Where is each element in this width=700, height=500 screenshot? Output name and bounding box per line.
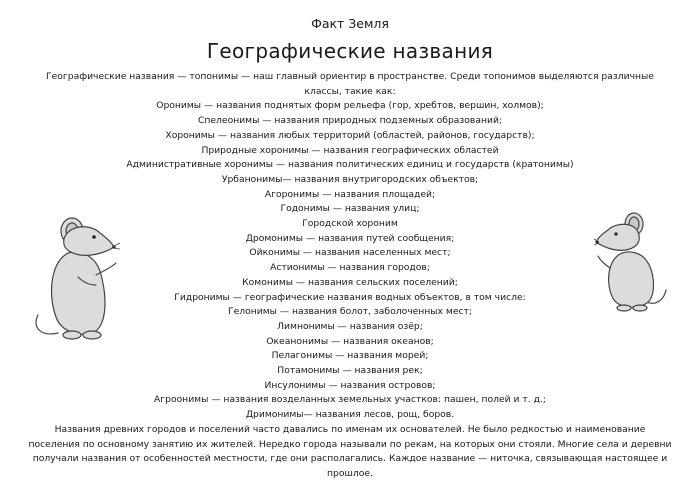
- list-item: Спелеонимы — названия природных подземных образований;: [197, 115, 503, 127]
- list-item: Городской хороним: [302, 218, 398, 230]
- list-item: Оронимы — названия поднятых форм рельефа (гор, хребтов, вершин, холмов);: [156, 100, 544, 112]
- list-item: Океанонимы — названия океанов;: [266, 335, 434, 347]
- list-item: Комонимы — названия сельских поселений;: [242, 276, 458, 288]
- list-item: Гидронимы — географические названия водных объектов, в том числе:: [174, 291, 526, 303]
- list-item: Ойконимы — названия населенных мест;: [249, 247, 451, 259]
- intro-paragraph: Географические названия — топонимы — наш главный ориентир в пространстве. Среди топонимов выделяются различные классы, такие как:: [46, 71, 654, 97]
- list-item: Дромонимы — названия путей сообщения;: [245, 232, 455, 244]
- fact-text: [28, 70, 672, 482]
- list-item: Хоронимы — названия любых территорий (областей, районов, государств);: [165, 129, 535, 141]
- list-item: Потамонимы — названия рек;: [277, 365, 423, 377]
- list-item: Инсулонимы — названия островов;: [264, 379, 436, 391]
- list-item: Астионимы — названия городов;: [270, 262, 430, 274]
- list-item: Агоронимы — названия площадей;: [264, 188, 436, 200]
- list-item: Агроонимы — названия возделанных земельных участков: пашен, полей и т. д.;: [154, 394, 546, 406]
- list-item: Лимнонимы — названия озёр;: [277, 320, 423, 332]
- list-item: Административные хоронимы — названия политических единиц и государств (кратонимы): [126, 159, 574, 171]
- mouse-left-illustration: [28, 205, 120, 345]
- list-item: Пелагонимы — названия морей;: [271, 350, 429, 362]
- list-item: Гелонимы — названия болот, заболоченных мест;: [228, 306, 472, 318]
- fact-label: Факт Земля: [311, 16, 389, 31]
- list-item: Годонимы — названия улиц;: [280, 203, 420, 215]
- outro-paragraph: Названия древних городов и поселений часто давались по именам их основателей. Не было редкостью и наименование поселения по основному занятию их жителей. Нередко города называли по рекам, на которых они стояли. Многие села и деревни получали названия от особенностей местности, где они располагались. Каждое название — ниточка, связывающая настоящее и прошлое.: [28, 423, 672, 479]
- list-item: Дримонимы— названия лесов, рощ, боров.: [245, 409, 455, 421]
- list-item: Природные хоронимы — названия географических областей: [201, 144, 499, 156]
- mouse-right-illustration: [594, 210, 670, 315]
- page-title: Географические названия: [206, 39, 494, 63]
- list-item: Урбанонимы— названия внутригородских объектов;: [221, 173, 479, 185]
